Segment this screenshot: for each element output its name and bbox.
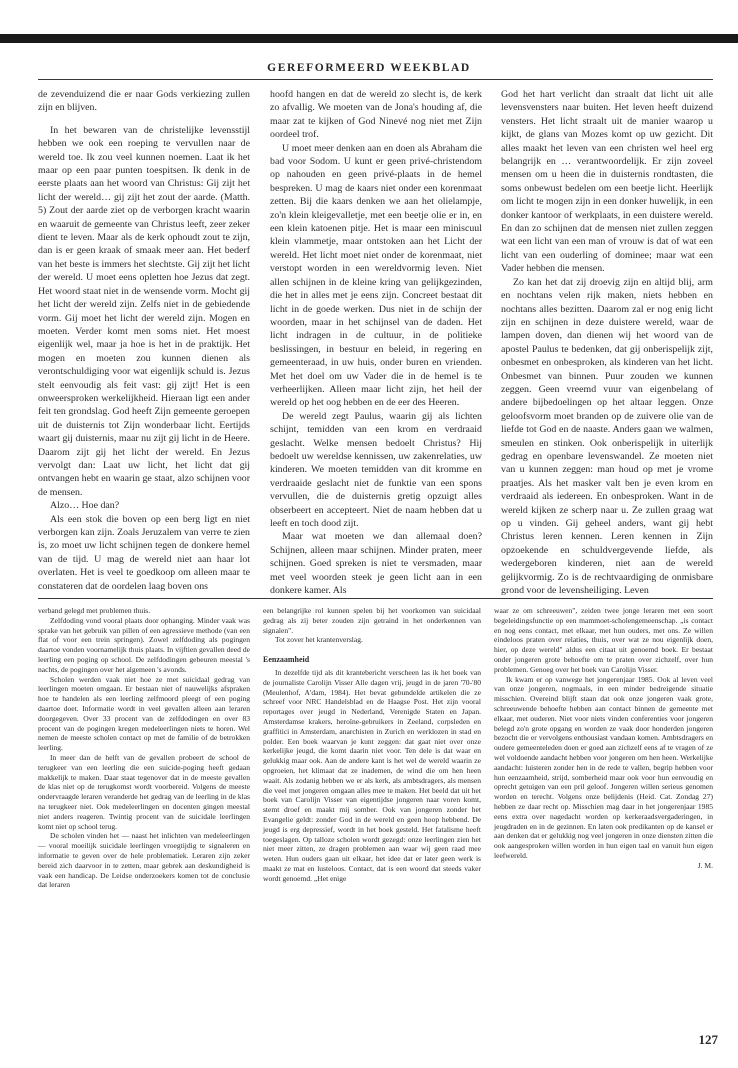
paragraph: God het hart verlicht dan straalt dat licht uit alle levensvensters naar buiten. Het leven heeft duizend vensters. Het licht straalt uit de manier waarop u kijkt, de glans van Mozes komt op uw gezicht. Dit alles maakt het leven van een christen wel heel erg belangrijk en … verantwoordelijk. Er zijn zoveel mensen om u heen die in duisternis rondtasten, die soms onbewust bedelen om een beetje licht. Heerlijk om licht te mogen zijn in een donker huwelijk, in een donker kantoor of werkplaats, in een duistere wereld. En dan zo schijnen dat de mensen niet zullen zeggen wat een licht van een man of vrouw is dat of wat een licht van een ouderling of dominee; maar wat een Vader hebben die mensen. bbox=[501, 89, 713, 275]
column-1 bbox=[38, 88, 250, 593]
author-initials: J. M. bbox=[697, 860, 713, 870]
column-2 bbox=[270, 88, 482, 597]
paragraph: de zevenduizend die er naar Gods verkiezing zullen zijn en blijven. bbox=[38, 89, 250, 114]
paragraph: In meer dan de helft van de gevallen probeert de school de terugkeer van een leerling die een suicide-poging heeft gedaan makkelijk te maken. Daar staat tegenover dat in de meeste gevallen de klas niet op de terugkomst wordt voorbereid. Volgens de meeste ondervraagde leraren veranderde het gedrag van de leerling in de klas na terugkeer niet. Ook medeleerlingen en docenten gingen meestal niet anders reageren. Twintig procent van de suicidale leerlingen komt niet op school terug. bbox=[38, 752, 250, 831]
paragraph: De wereld zegt Paulus, waarin gij als lichten schijnt, temidden van een krom en verdraaid geslacht. Welke mensen bedoelt Christus? Hij bedoelt uw wereldse kennissen, uw zakenrelaties, uw kinderen. We moeten temidden van dit kromme en verdraaide geslacht niet de funktie van een spons vervullen, die de duisternis gretig opzuigt alles obserbeert en accepteert. Niet de naam hebben dat u leeft en toch dood zijt. bbox=[270, 410, 482, 529]
paragraph: Als een stok die boven op een berg ligt en niet verborgen kan zijn. Zoals Jeruzalem van verre te zien is, zo moet uw licht schijnen tegen de donkere hemel van de tijd. U mag de wereld niet aan haar lot overlaten. Het is veel te goedkoop om alleen maar te constateren dat de oordelen laag boven ons bbox=[38, 513, 250, 592]
section-divider bbox=[38, 598, 713, 599]
paragraph: hoofd hangen en dat de wereld zo slecht is, de kerk zo afvallig. We moeten van de Jona's houding af, die maar zat te kijken of God Ninevé nog niet met Zijn oordeel trof. bbox=[270, 89, 482, 141]
top-rule-bar bbox=[0, 34, 738, 43]
lower-column-2 bbox=[263, 606, 481, 1036]
paragraph: Zelfdoding vond vooral plaats door ophanging. Minder vaak was sprake van het gebruik van pillen of een agressieve methode (van een flat of voor een trein springen). Zowel zelfdoding als pogingen daartoe vonden voornamelijk thuis plaats. In vijftien gevallen deed de leerling een poging op school. De zelfdodingen gebeuren meestal 's nachts, de pogingen over het algemeen 's avonds. bbox=[38, 615, 250, 674]
paragraph: een belangrijke rol kunnen spelen bij het voorkomen van suicidaal gedrag als zij beter zouden zijn getraind in het onderkennen van signalen". bbox=[263, 606, 481, 635]
lower-column-1 bbox=[38, 606, 250, 1036]
paragraph: Alzo… Hoe dan? bbox=[50, 500, 120, 512]
paragraph: In het bewaren van de christelijke levensstijl hebben we ook een roeping te vervullen naar de wereld toe. Ik zou veel kunnen noemen. Laat ik het maar op een paar punten toespitsen. Ik denk in de eerste plaats aan het woord van Christus: Gij zijt het licht der wereld… gij zijt het zout der aarde. (Matth. 5) Zout der aarde ziet op de verborgen kracht waarin en waaruit de gemeente van Christus leeft, zeer zeker dient te leven. Maar als de kerk ophoudt zout te zijn, dan is er geen kraak of smaak meer aan. Het bederf van het beste is immers het slechtste. Gij zijt het licht der wereld. U moet eens opletten hoe Jezus dat zegt. Het woord staat niet in de wensende vorm. Mocht gij het licht der wereld zijn. Zelfs niet in de gebiedende vorm. Gij moet het licht der wereld zijn. Mogen en moeten. Verder komt men soms niet. Het moest eigenlijk wel, maar ja hoe is het in de praktijk. Het mogen en moeten zou kunnen dienen als verontschuldiging voor wat eigenlijk schuld is. Jezus stelt eenvoudig als feit vast: gij zijt! Het is een onweersproken werkelijkheid. Hieraan ligt een ander feit ten grondslag. God heeft Zijn gemeente geroepen uit de duisternis tot Zijn wonderbaar licht. Eertijds waart gij duisternis, maar nu zijt gij licht in de Heere. Daarom zijt gij het licht der wereld. En Jezus vervolgt dan: Laat uw licht, het licht dat gij ontvangen hebt en waarin ge staat, alzo schijnen voor de mensen. bbox=[38, 124, 250, 498]
page-number: 127 bbox=[698, 1032, 718, 1047]
paragraph: De scholen vinden het — naast het inlichten van medeleerlingen — vooral moeilijk suicidale leerlingen vroegtijdig te signaleren en informatie te geven over de hele problematiek. Leraren zijn zeker bereid zich daarvoor in te zetten, maar gebrek aan deskundigheid is vaak een handicap. De Leidse onderzoekers komen tot de conclusie dat leraren bbox=[38, 831, 250, 890]
lower-column-3 bbox=[494, 606, 713, 1036]
paragraph: Scholen werden vaak niet hoe ze met suicidaal gedrag van leerlingen moeten omgaan. Er bestaan niet of nauwelijks afspraken hoe te handelen als een leerling zelfmoord pleegt of een poging daartoe doet. Informatie wordt in veel gevallen alleen aan leraren doorgegeven. Over 33 procent van de zelfdodingen en over 83 procent van de pogingen kregen medeleerlingen niets te horen. Wel nemen de meeste scholen contact op met de familie of de betrokken leerling. bbox=[38, 674, 250, 753]
header-rule bbox=[38, 79, 713, 80]
paragraph: U moet meer denken aan en doen als Abraham die bad voor Sodom. U kunt er geen privé-christendom op nahouden en geen privé-plaats in de hemel bespreken. U mag de kaars niet onder een korenmaat zetten. Bij die kaars denken we aan het olielampje, zo'n klein kleigevalletje, met een beetje olie er in, en een klein katoenen pitje. Het is maar een miniscuul klein vlammetje, maar ontstoken aan het Licht der wereld. Het licht moet niet onder de korenmaat, niet verstopt worden in een wereldvormig leven. Niet allen schijnen in de kleine kring van gelijkgezinden, die het in alles met je eens zijn. Concreet bestaat dit licht in de goede werken. Dus niet in de schijn der woorden, maar in het schijnsel van de daden. Het licht indragen in de cultuur, in de politieke beslissingen, in bestuur en beleid, in regering en gemeenteraad, in uw huis, onder buren en vrienden. Met het doel om uw Vader die in de hemel is te verheerlijken. Alleen maar licht zijn, het heil der wereld op het oog hebben en de eer des Heeren. bbox=[270, 142, 482, 409]
column-3 bbox=[501, 88, 713, 597]
paragraph: Ik kwam er op vanwege het jongerenjaar 1985. Ook al leven veel van onze jongeren, nogmaals, in een minder bedreigende situatie misschien. Overeind blijft staan dat ook onze jongeren vaak grote, schreeuwende behoefte hebben aan contact binnen de gemeente met elkaar, met ouderen. Niet voor niets vinden conferenties voor jongeren belegd zo'n grote opgang en worden ze vaak door honderden jongeren bezocht die er vervolgens enthousiast vandaan komen. Ambtsdragers en oudere gemeenteleden doen er goed aan zichzelf eens af te vragen of ze wel voldoende aandacht hebben voor jongeren om hen heen. Werkelijke aandacht: luisteren zonder hen in de rede te vallen, begrip hebben voor hun eenzaamheid, strijd, somberheid maar ook voor hun eenvoudig en oprecht getuigen van een pril geloof. Jongeren willen serieus genomen worden en terecht. Volgens onze belijdenis (Heid. Cat. Zondag 27) hebben ze daar recht op. Misschien mag daar in het jongerenjaar 1985 eens extra over nagedacht worden op kerkeraadsvergaderingen, in jeugdraden en in de gezinnen. En laten ook predikanten op de kansel er aan denken dat er gelukkig nog veel jongeren in onze diensten zitten die ook aangesproken willen worden in hun eigen taal en vanuit hun eigen leefwereld. bbox=[494, 674, 713, 860]
section-heading: Eenzaamheid bbox=[263, 655, 310, 665]
paragraph: In dezelfde tijd als dit krantebericht verscheen las ik het boek van de journaliste Carolijn Visser Alle dagen vrij, jeugd in de jaren '70-'80 (Meulenhof, A'dam, 1984). Het bevat gebundelde artikelen die ze schreef voor NRC Handelsblad en de Haagse Post. Het zijn vooral reportages over jeugd in Nederland, Verenigde Staten en Japan. Amsterdamse krakers, heroïne-gebruikers in Zeeland, corpsleden en graffitici in Amsterdam, anarchisten in Zurich en werklozen in stad en polder. Een boek waarvan je kunt zeggen: dat gaat niet over onze kerkelijke jeugd, die komt daarin niet voor. Ten dele is dat waar en gelukkig maar ook. Aan de andere kant is het wel de wereld waarin ze opgroeien, het klimaat dat ze inademen, de wind die om hen heen waait. Als zodanig hebben we er als kerk, als ambtsdragers, als mensen die veel met jongeren omgaan alles mee te maken. Het beeld dat uit het boek van Carolijn Visser van eigentijdse jongeren naar voren komt, stemt droef en maakt mij somber. Ook van jongeren zonder het Evangelie geldt: zonder God in de wereld en geen hoop hebbend. De jeugd is erg depressief, wordt in het boek gesteld. Het fatalisme heeft toegeslagen. Op talloze scholen wordt gezegd: onze leerlingen zien het niet meer zitten, ze dragen problemen aan waar wij geen raad mee weten. Hun ouders gaan uit elkaar, het idee dat er later geen werk is maakt ze mat en lusteloos. Contact, dat is een woord dat steeds vaker wordt genoemd. „Het enige bbox=[263, 667, 481, 883]
paragraph: waar ze om schreeuwen", zeiden twee jonge leraren met een soort begeleidingsfunctie op een mammoet-scholengemeenschap. „is contact en nog eens contact, met elkaar, met hun ouders, met ons. Ze willen eindeloos praten over relaties, thuis, over wat ze nou eigenlijk doen, hier, op deze wereld" aldus een citaat uit genoemd boek. Er bestaat onder jongeren grote behoefte om te praten over zichzelf, over hun problemen. Genoeg over het boek van Carolijn Visser. bbox=[494, 606, 713, 674]
page-header: GEREFORMEERD WEEKBLAD bbox=[267, 62, 471, 74]
paragraph: Tot zover het krantenverslag. bbox=[275, 635, 363, 645]
paragraph: Zo kan het dat zij droevig zijn en altijd blij, arm en nochtans velen rijk maken, niets hebben en nochtans alles bezitten. Daarom zal er nog enig licht zijn en schijnen in deze duistere wereld, waar de lampen doven, dan dienen wij het woord van de apostel Paulus te bedenken, dat gij onberispelijk zijt, onbesmet en onbesproken, als kinderen van het licht. Onbesmet van binnen. Puur zouden we kunnen zeggen. Geen vreemd vuur van eigenbelang of andere bijbedoelingen op het altaar leggen. Onze geloofsvorm moet branden op de zuivere olie van de liefde tot God en de naaste. Anders gaan we walmen, smeulen en stinken. Ook onberispelijk in uiterlijk gedrag en openbare levenswandel. Ze moeten niet van u kunnen zeggen: man houd op met je vrome praatjes. Als het masker valt ben je even krom en verdraaid als iedereen. En onbesproken. Want in de wereld kijken ze scherp naar u. Ze zullen graag wat op u vinden. Gij geheel anders, want gij hebt Christus leren kennen. Leren kennen in Zijn opzoekende en schuldvergevende liefde, als wedergeboren kinderen, niet aan de wereld gelijkvormig. Zo is de rechtvaardiging de onmisbare grond voor de levensheiliging. Leven bbox=[501, 276, 713, 597]
paragraph: Maar wat moeten we dan allemaal doen? Schijnen, alleen maar schijnen. Minder praten, meer schijnen. Goed spreken is niet te versmaden, maar met veel woorden steek je geen licht aan in een donkere kamer. Als bbox=[270, 531, 482, 597]
paragraph: verband gelegd met problemen thuis. bbox=[38, 606, 151, 615]
